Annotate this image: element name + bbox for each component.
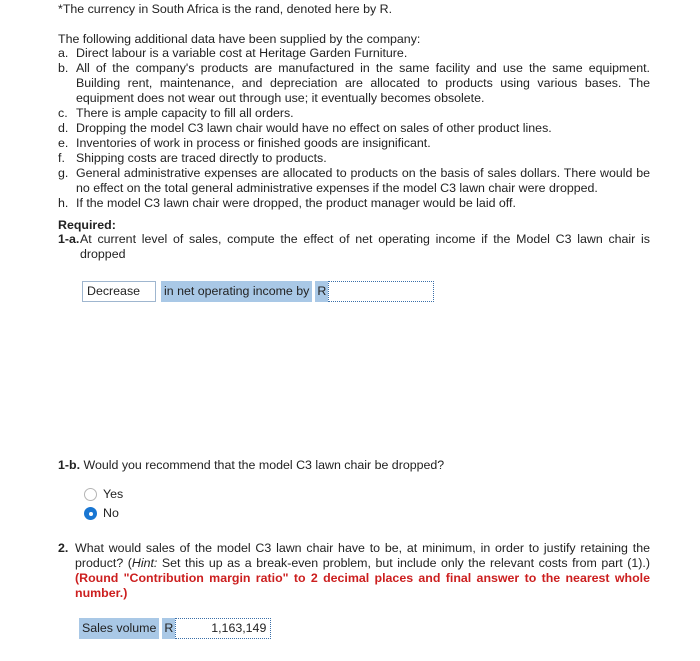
answer-label-2: Sales volume xyxy=(79,618,159,639)
list-item: a. Direct labour is a variable cost at Heritage Garden Furniture. xyxy=(58,46,408,60)
rounding-instruction: (Round "Contribution margin ratio" to 2 decimal places and final answer to the nearest whole number.) xyxy=(75,571,650,600)
direction-select[interactable]: Decrease xyxy=(82,281,156,302)
intro-text: The following additional data have been supplied by the company: xyxy=(58,32,421,46)
net-income-effect-input[interactable] xyxy=(328,281,434,302)
answer-label-1a: in net operating income by xyxy=(161,281,312,302)
currency-note: *The currency in South Africa is the rand, denoted here by R. xyxy=(58,2,393,16)
list-item: d. Dropping the model C3 lawn chair would have no effect on sales of other product lines. xyxy=(58,121,552,135)
data-list xyxy=(58,46,650,211)
radio-circle-selected[interactable] xyxy=(84,507,97,520)
list-item: g. General administrative expenses are allocated to products on the basis of sales dollars. There would be no effect on the total general administrative expenses if the model C3 lawn chair were dropped. xyxy=(58,166,650,195)
list-item: f. Shipping costs are traced directly to products. xyxy=(58,151,327,165)
required-heading: Required: xyxy=(58,218,116,232)
list-item: b. All of the company's products are manufactured in the same facility and use the same equipment. Building rent, maintenance, and depreciation are allocated to products using various bases. The equipment does not wear out through use; it eventually becomes obsolete. xyxy=(58,61,650,105)
list-item: e. Inventories of work in process or finished goods are insignificant. xyxy=(58,136,431,150)
currency-symbol: R xyxy=(315,281,328,302)
list-item: h. If the model C3 lawn chair were dropped, the product manager would be laid off. xyxy=(58,196,516,210)
radio-yes[interactable]: Yes xyxy=(84,487,123,502)
radio-no[interactable]: No xyxy=(84,506,119,521)
list-item: c. There is ample capacity to fill all orders. xyxy=(58,106,294,120)
question-1b: 1-b. Would you recommend that the model C3 lawn chair be dropped? xyxy=(58,458,445,472)
sales-volume-input[interactable]: 1,163,149 xyxy=(175,618,271,639)
answer-row-2 xyxy=(79,618,271,639)
question-2: 2. What would sales of the model C3 lawn chair have to be, at minimum, in order to justify retaining the product? (Hint: Set this up as a break-even problem, but include only the relevant costs from part (1).) (Round "Contribution margin ratio" to 2 decimal places and final answer to the nearest whole number.) xyxy=(58,541,650,600)
answer-row-1a xyxy=(82,281,434,302)
currency-symbol: R xyxy=(162,618,175,639)
question-1a: 1-a. At current level of sales, compute the effect of net operating income if the Model C3 lawn chair is dropped xyxy=(58,232,650,261)
radio-circle[interactable] xyxy=(84,488,97,501)
